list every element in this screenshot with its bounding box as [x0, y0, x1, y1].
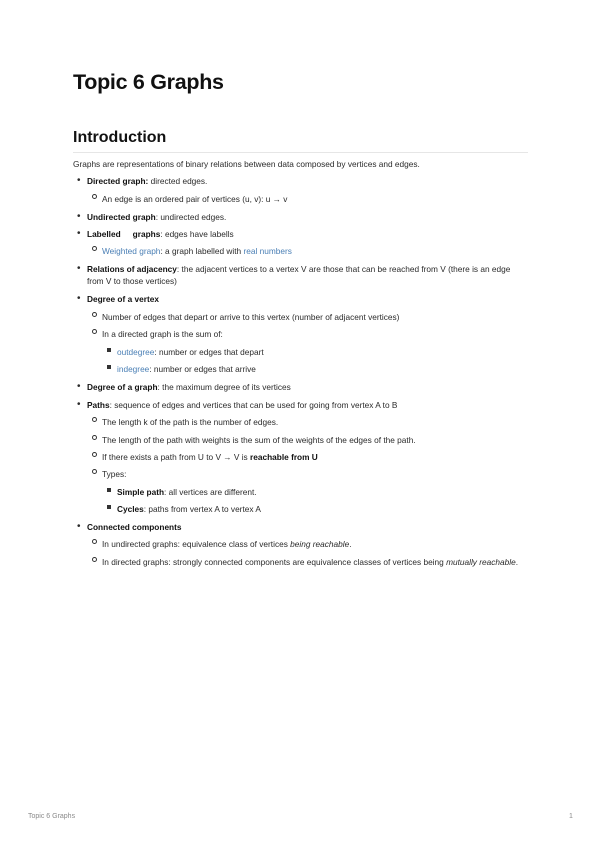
list-item: • Directed graph: directed edges.: [73, 175, 529, 193]
indegree-link[interactable]: indegree: [117, 364, 150, 374]
bullet-square: [107, 503, 111, 515]
bullet-disc: [77, 399, 81, 411]
list-item: In undirected graphs: equivalence class of vertices being reachable.: [73, 538, 529, 556]
page-title: Topic 6 Graphs: [73, 70, 224, 94]
list-item: Types:: [73, 468, 529, 486]
outdegree-link[interactable]: outdegree: [117, 347, 155, 357]
bullet-list: [73, 175, 529, 586]
section-heading: Introduction: [73, 129, 167, 146]
list-item: • Degree of a vertex: [73, 293, 529, 311]
bullet-circle: [92, 193, 97, 205]
list-item: • Degree of a graph: the maximum degree of its vertices: [73, 381, 529, 399]
bullet-circle: [92, 434, 97, 446]
list-item: indegree: number or edges that arrive: [73, 363, 529, 381]
bullet-disc: [77, 381, 81, 393]
real-numbers-link[interactable]: real numbers: [243, 246, 292, 256]
bullet-circle: [92, 416, 97, 428]
bullet-disc: [77, 228, 81, 240]
list-item: In directed graphs: strongly connected components are equivalence classes of vertices being mutually reachable.: [73, 556, 529, 586]
bullet-disc: [77, 293, 81, 305]
bullet-circle: [92, 451, 97, 463]
list-item: The length k of the path is the number of edges.: [73, 416, 529, 434]
bullet-circle: [92, 311, 97, 323]
intro-paragraph: Graphs are representations of binary relations between data composed by vertices and edges.: [73, 159, 420, 169]
list-item: In a directed graph is the sum of:: [73, 328, 529, 346]
list-item: outdegree: number or edges that depart: [73, 346, 529, 363]
list-item: • Relations of adjacency: the adjacent vertices to a vertex V are those that can be reached from V (there is an edge from V to those vertices): [73, 263, 529, 293]
bullet-square: [107, 486, 111, 498]
heading-divider: [73, 152, 528, 153]
bullet-square: [107, 346, 111, 358]
list-item: If there exists a path from U to V → V is reachable from U: [73, 451, 529, 468]
bullet-circle: [92, 328, 97, 340]
list-item: • Connected components: [73, 521, 529, 538]
list-item: • Paths: sequence of edges and vertices that can be used for going from vertex A to B: [73, 399, 529, 416]
list-item: Simple path: all vertices are different.: [73, 486, 529, 503]
list-item: Number of edges that depart or arrive to this vertex (number of adjacent vertices): [73, 311, 529, 328]
bullet-disc: [77, 263, 81, 275]
bullet-circle: [92, 538, 97, 550]
footer-title: Topic 6 Graphs: [28, 813, 76, 820]
list-item: • Undirected graph: undirected edges.: [73, 211, 529, 228]
list-item: An edge is an ordered pair of vertices (u, v): u → v: [73, 193, 529, 211]
bullet-disc: [77, 175, 81, 187]
list-item: Weighted graph: a graph labelled with real numbers: [73, 245, 529, 263]
list-item: The length of the path with weights is the sum of the weights of the edges of the path.: [73, 434, 529, 451]
bullet-circle: [92, 468, 97, 480]
bullet-square: [107, 363, 111, 375]
bullet-disc: [77, 211, 81, 223]
page-number: 1: [569, 813, 573, 820]
bullet-circle: [92, 245, 97, 257]
bullet-disc: [77, 521, 81, 533]
bullet-circle: [92, 556, 97, 568]
list-item: Cycles: paths from vertex A to vertex A: [73, 503, 529, 521]
weighted-graph-link[interactable]: Weighted graph: [102, 246, 161, 256]
list-item: • Labelled graphs: edges have labells: [73, 228, 529, 245]
